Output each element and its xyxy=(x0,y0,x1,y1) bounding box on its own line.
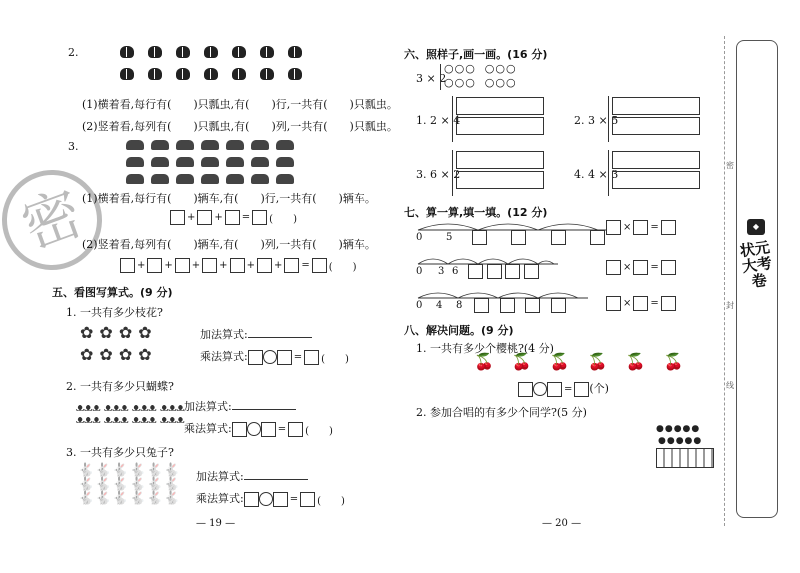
sec5-p2-add xyxy=(184,398,296,414)
sec5-p3: 3. 一共有多少只兔子? xyxy=(66,446,174,459)
sec5-p2-mul: 乘法算式: = ( ) xyxy=(184,422,333,437)
q2-number: 2. xyxy=(68,46,79,59)
cut-label-2: 封 xyxy=(726,301,734,310)
answer-box[interactable] xyxy=(304,350,319,365)
car-icon xyxy=(126,174,144,184)
answer-box[interactable] xyxy=(230,258,245,273)
item-1-boxes xyxy=(456,96,544,136)
answer-box[interactable] xyxy=(170,210,185,225)
answer-box[interactable] xyxy=(202,258,217,273)
draw-area[interactable] xyxy=(612,117,700,135)
ladybug-icon xyxy=(260,46,274,58)
answer-box[interactable] xyxy=(574,382,589,397)
mul-label: 乘法算式: xyxy=(196,492,244,505)
add-label: 加法算式: xyxy=(200,328,248,341)
item-2-label: 2. 3 × 5 xyxy=(574,114,619,127)
nl1-mul: × = xyxy=(606,220,676,235)
q3-line1: (1)横着看,每行有( )辆车,有( )行,一共有( )辆车。 xyxy=(82,192,376,205)
cherry-group: 🍒🍒🍒🍒🍒🍒 xyxy=(474,352,702,371)
draw-area[interactable] xyxy=(612,97,700,115)
answer-box[interactable] xyxy=(244,492,259,507)
sec5-p1-add xyxy=(200,326,312,342)
nl3-tick-1: 4 xyxy=(436,300,443,311)
answer-line[interactable] xyxy=(232,399,296,410)
answer-box[interactable] xyxy=(661,260,676,275)
sec5-p3-add xyxy=(196,468,308,484)
nl1-boxes xyxy=(472,230,605,245)
answer-box[interactable] xyxy=(606,220,621,235)
ladybug-icon xyxy=(176,46,190,58)
ladybug-icon xyxy=(232,68,246,80)
add-label: 加法算式: xyxy=(184,400,232,413)
section-8-title: 八、解决问题。(9 分) xyxy=(404,324,514,337)
cut-label-1: 密 xyxy=(726,161,734,170)
add-label: 加法算式: xyxy=(196,470,244,483)
choir-illustration: ●●●●● ●●●●● xyxy=(656,424,714,468)
answer-box[interactable] xyxy=(197,210,212,225)
answer-box[interactable] xyxy=(606,296,621,311)
operator-circle[interactable] xyxy=(263,350,277,364)
answer-box[interactable] xyxy=(505,264,520,279)
item-1-label: 1. 2 × 4 xyxy=(416,114,461,127)
car-icon xyxy=(226,157,244,167)
flower-group: ✿✿✿✿ ✿✿✿✿ xyxy=(80,323,158,364)
answer-box[interactable] xyxy=(474,298,489,313)
answer-box[interactable] xyxy=(288,422,303,437)
answer-box[interactable] xyxy=(312,258,327,273)
operator-circle[interactable] xyxy=(533,382,547,396)
example-label: 3 × 2 xyxy=(416,72,447,85)
car-icon xyxy=(226,174,244,184)
bracket xyxy=(440,64,441,90)
car-icon xyxy=(251,157,269,167)
car-grid xyxy=(126,138,326,189)
butterfly-group: ᴥᴥᴥ ᴥᴥᴥ ᴥᴥᴥ ᴥᴥᴥ ᴥᴥᴥ ᴥᴥᴥ ᴥᴥᴥ ᴥᴥᴥ xyxy=(76,401,185,426)
mul-label: 乘法算式: xyxy=(200,350,248,363)
item-4-boxes xyxy=(612,150,700,190)
car-icon xyxy=(276,157,294,167)
bracket xyxy=(452,150,453,196)
sec8-p2: 2. 参加合唱的有多少个同学?(5 分) xyxy=(416,406,587,419)
answer-box[interactable] xyxy=(525,298,540,313)
q3-eq2: + + + + + + = ( ) xyxy=(120,258,359,273)
nl2-tick-2: 6 xyxy=(452,266,459,277)
ladybug-icon xyxy=(120,46,134,58)
ladybug-icon xyxy=(204,46,218,58)
draw-area[interactable] xyxy=(612,171,700,189)
nl1-tick-0: 0 xyxy=(416,232,423,243)
nl2-boxes xyxy=(468,264,539,279)
car-icon xyxy=(176,174,194,184)
answer-box[interactable] xyxy=(511,230,526,245)
nl2-tick-1: 3 xyxy=(438,266,445,277)
bracket xyxy=(452,96,453,142)
nl2-mul: × = xyxy=(606,260,676,275)
sec8-p1-eq: = (个) xyxy=(518,380,609,397)
item-3-label: 3. 6 × 2 xyxy=(416,168,461,181)
car-icon xyxy=(276,174,294,184)
car-icon xyxy=(151,174,169,184)
answer-box[interactable] xyxy=(273,492,288,507)
cut-label-3: 线 xyxy=(726,381,734,390)
answer-box[interactable] xyxy=(500,298,515,313)
draw-area[interactable] xyxy=(456,117,544,135)
car-icon xyxy=(201,174,219,184)
car-icon xyxy=(201,140,219,150)
answer-box[interactable] xyxy=(468,264,483,279)
car-icon xyxy=(251,140,269,150)
car-icon xyxy=(151,140,169,150)
answer-box[interactable] xyxy=(284,258,299,273)
answer-box[interactable] xyxy=(248,350,263,365)
car-icon xyxy=(251,174,269,184)
operator-circle[interactable] xyxy=(247,422,261,436)
item-4-label: 4. 4 × 3 xyxy=(574,168,619,181)
nl3-mul: × = xyxy=(606,296,676,311)
car-icon xyxy=(126,157,144,167)
operator-circle[interactable] xyxy=(259,492,273,506)
ladybug-icon xyxy=(288,46,302,58)
answer-box[interactable] xyxy=(120,258,135,273)
answer-box[interactable] xyxy=(147,258,162,273)
answer-box[interactable] xyxy=(487,264,502,279)
answer-box[interactable] xyxy=(590,230,605,245)
sec5-p2: 2. 一共有多少只蝴蝶? xyxy=(66,380,174,393)
bracket xyxy=(608,96,609,142)
ladybug-icon xyxy=(176,68,190,80)
page-number-left: — 19 — xyxy=(196,518,236,529)
answer-box[interactable] xyxy=(661,296,676,311)
answer-box[interactable] xyxy=(232,422,247,437)
ladybug-icon xyxy=(288,68,302,80)
answer-box[interactable] xyxy=(225,210,240,225)
q3-number: 3. xyxy=(68,140,79,153)
section-5-title: 五、看图写算式。(9 分) xyxy=(52,286,173,299)
q3-eq1: + + = ( ) xyxy=(170,210,299,225)
answer-box[interactable] xyxy=(551,298,566,313)
ladybug-icon xyxy=(204,68,218,80)
car-icon xyxy=(151,157,169,167)
car-icon xyxy=(176,140,194,150)
nl3-tick-0: 0 xyxy=(416,300,423,311)
draw-area[interactable] xyxy=(456,97,544,115)
mul-label: 乘法算式: xyxy=(184,422,232,435)
binding-line xyxy=(724,36,725,526)
page-number-right: — 20 — xyxy=(542,518,582,529)
draw-area[interactable] xyxy=(612,151,700,169)
car-icon xyxy=(226,140,244,150)
bracket xyxy=(608,150,609,196)
secret-stamp: 密 xyxy=(0,156,116,284)
brand-logo-icon: ◆ xyxy=(747,219,765,235)
answer-box[interactable] xyxy=(518,382,533,397)
item-3-boxes xyxy=(456,150,544,190)
ladybug-icon xyxy=(148,46,162,58)
brand-title: 状元大考卷 xyxy=(738,238,774,291)
answer-line[interactable] xyxy=(248,327,312,338)
answer-box[interactable] xyxy=(277,350,292,365)
ladybug-grid xyxy=(120,44,320,88)
unit-label: (个) xyxy=(589,382,609,395)
section-7-title: 七、算一算,填一填。(12 分) xyxy=(404,206,548,219)
answer-box[interactable] xyxy=(661,220,676,235)
brand-panel xyxy=(736,40,778,518)
ladybug-icon xyxy=(260,68,274,80)
draw-area[interactable] xyxy=(456,151,544,169)
answer-box[interactable] xyxy=(551,230,566,245)
answer-line[interactable] xyxy=(244,469,308,480)
ladybug-icon xyxy=(232,46,246,58)
nl3-tick-2: 8 xyxy=(456,300,463,311)
item-2-boxes xyxy=(612,96,700,136)
answer-box[interactable] xyxy=(257,258,272,273)
ladybug-icon xyxy=(120,68,134,80)
q2-line2: (2)竖着看,每列有( )只瓢虫,有( )列,一共有( )只瓢虫。 xyxy=(82,120,398,133)
q2-line1: (1)横着看,每行有( )只瓢虫,有( )行,一共有( )只瓢虫。 xyxy=(82,98,398,111)
sec5-p3-mul: 乘法算式: = ( ) xyxy=(196,492,345,507)
answer-box[interactable] xyxy=(175,258,190,273)
answer-box[interactable] xyxy=(633,220,648,235)
answer-box[interactable] xyxy=(300,492,315,507)
sec5-p1: 1. 一共有多少枝花? xyxy=(66,306,163,319)
ladybug-icon xyxy=(148,68,162,80)
nl3-boxes xyxy=(474,298,566,313)
answer-box[interactable] xyxy=(633,260,648,275)
answer-box[interactable] xyxy=(547,382,562,397)
q3-line2: (2)竖着看,每列有( )辆车,有( )列,一共有( )辆车。 xyxy=(82,238,376,251)
example-circles: ○○○ ○○○ ○○○ ○○○ xyxy=(444,62,517,89)
section-6-title: 六、照样子,画一画。(16 分) xyxy=(404,48,548,61)
car-icon xyxy=(276,140,294,150)
answer-box[interactable] xyxy=(606,260,621,275)
car-icon xyxy=(201,157,219,167)
answer-box[interactable] xyxy=(261,422,276,437)
sec8-p1: 1. 一共有多少个樱桃?(4 分) xyxy=(416,342,554,355)
nl2-tick-0: 0 xyxy=(416,266,423,277)
answer-box[interactable] xyxy=(524,264,539,279)
car-icon xyxy=(126,140,144,150)
nl1-tick-1: 5 xyxy=(446,232,453,243)
answer-box[interactable] xyxy=(252,210,267,225)
answer-box[interactable] xyxy=(633,296,648,311)
rabbit-group: 🐇🐇🐇🐇🐇🐇 🐇🐇🐇🐇🐇🐇 🐇🐇🐇🐇🐇🐇 xyxy=(78,463,182,506)
answer-box[interactable] xyxy=(472,230,487,245)
sec5-p1-mul: 乘法算式: = ( ) xyxy=(200,350,349,365)
draw-area[interactable] xyxy=(456,171,544,189)
car-icon xyxy=(176,157,194,167)
